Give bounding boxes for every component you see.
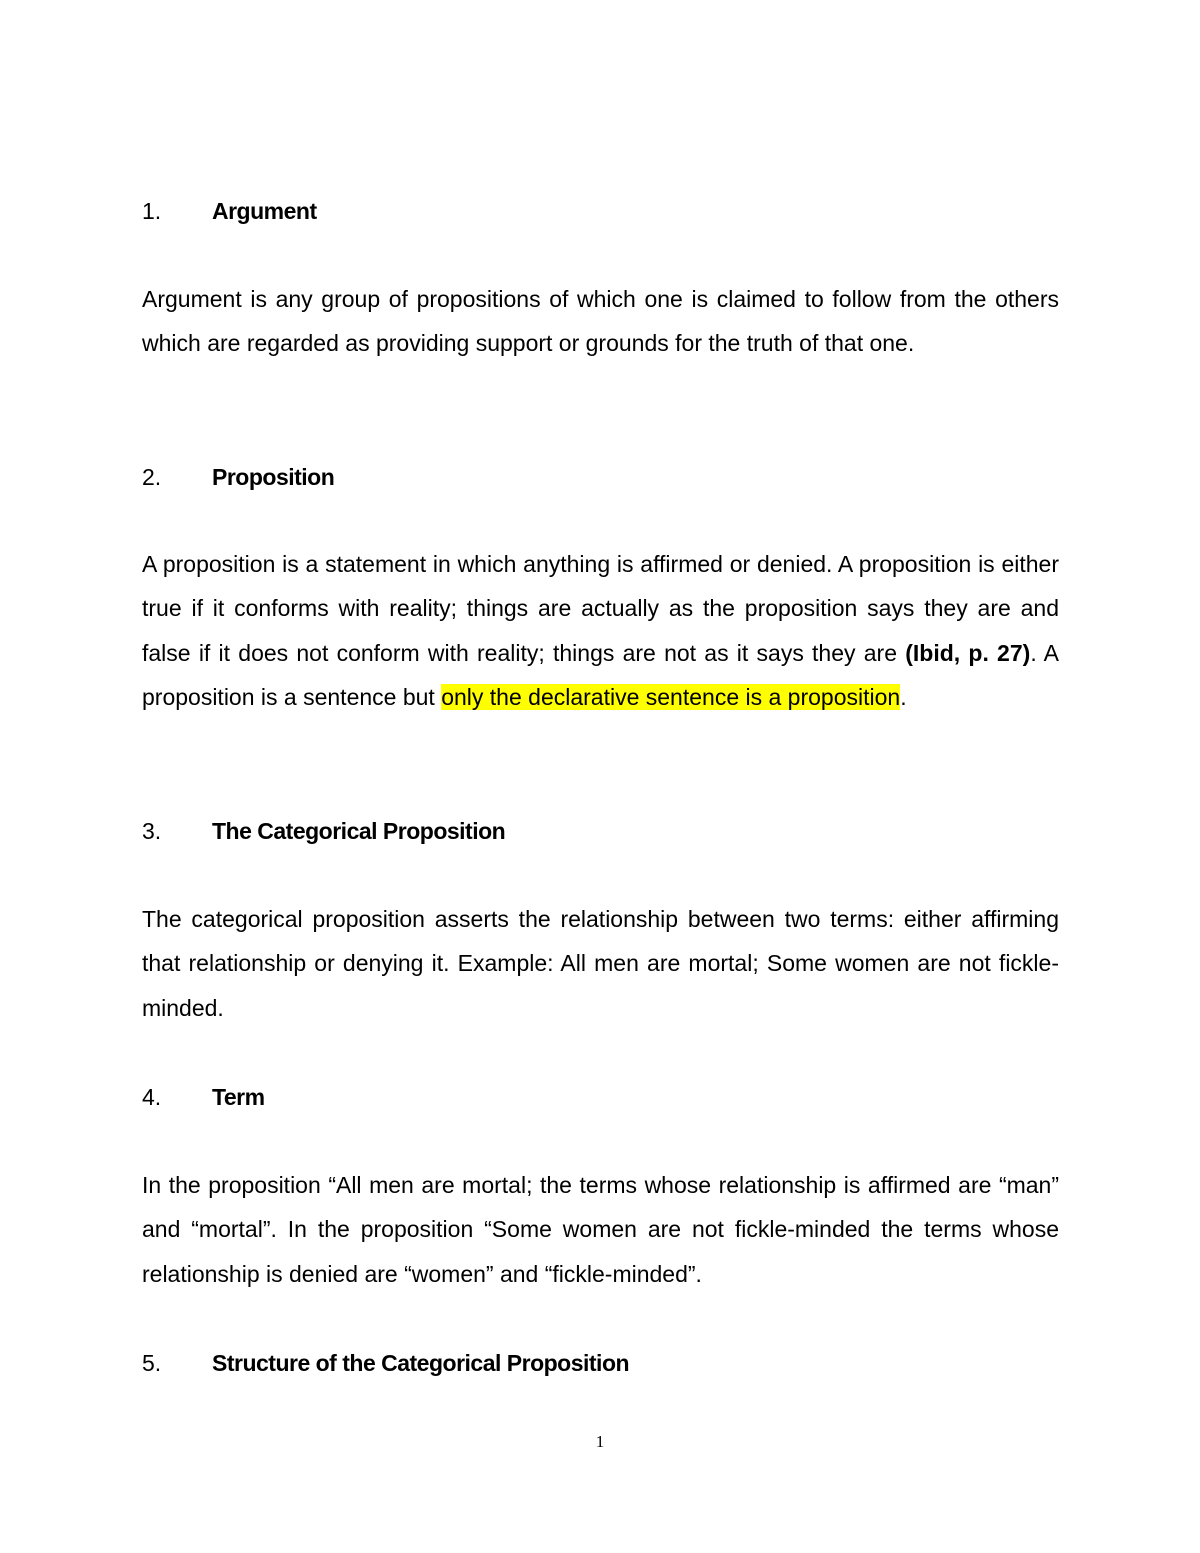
section-body-proposition [142, 542, 1059, 720]
page-number: 1 [595, 1432, 605, 1451]
section-body-categorical-proposition: The categorical proposition asserts the relationship between two terms: either affirming that relationship or denying it. Example: All men are mortal; Some women are not fickle-minded. [142, 906, 1059, 1021]
citation: (Ibid, p. 27) [905, 639, 1031, 666]
section-number: 5. [142, 1350, 162, 1376]
section-number: 3. [142, 818, 162, 844]
section-number: 2. [142, 464, 162, 490]
section-heading-term [142, 1082, 265, 1112]
highlighted-text: only the declarative sentence is a proposition [441, 684, 901, 711]
section-body-argument: Argument is any group of propositions of which one is claimed to follow from the others which are regarded as providing support or grounds for the truth of that one. [142, 286, 1059, 357]
section-body-term: In the proposition “All men are mortal; the terms whose relationship is affirmed are “man” and “mortal”. In the proposition “Some women are not fickle-minded the terms whose relationship is denied are “women” and “fickle-minded”. [142, 1172, 1059, 1287]
section-number: 1. [142, 198, 162, 224]
section-title: Term [212, 1084, 265, 1110]
section-title: The Categorical Proposition [212, 818, 506, 844]
body-text: . A proposition is a sentence but [142, 639, 1060, 711]
section-heading-structure [142, 1348, 629, 1378]
section-title: Structure of the Categorical Proposition [212, 1350, 630, 1376]
section-heading-proposition [142, 462, 334, 492]
body-text: A proposition is a statement in which anything is affirmed or denied. A proposition is either true if it conforms with reality; things are actually as the proposition says they are and false if it does not conform with reality; things are not as it says they are [142, 551, 1059, 666]
section-number: 4. [142, 1084, 162, 1110]
body-text: . [900, 684, 907, 711]
section-heading-argument [142, 196, 317, 226]
section-title: Proposition [212, 464, 335, 490]
section-heading-categorical-proposition [142, 816, 505, 846]
section-title: Argument [212, 198, 317, 224]
